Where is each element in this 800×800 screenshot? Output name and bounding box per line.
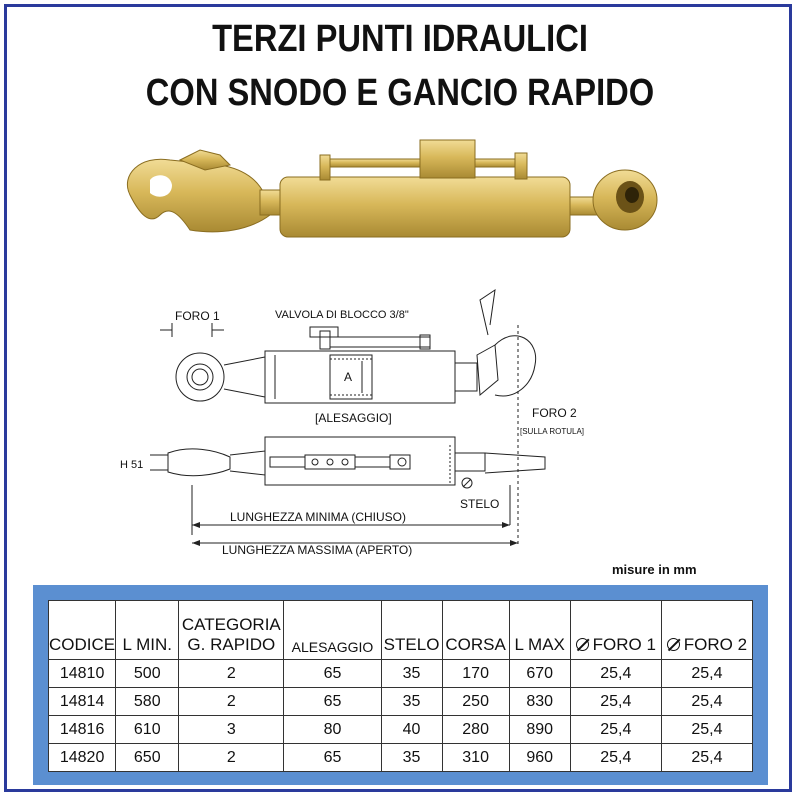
cell-lmin: 580 [116,688,179,716]
cell-codice: 14820 [49,744,116,772]
foro1-label: FORO 1 [175,309,220,323]
table-row [49,716,753,744]
lunghezza-massima-label: LUNGHEZZA MASSIMA (APERTO) [222,543,413,557]
spec-table-panel [33,585,768,785]
cell-categoria: 3 [179,716,284,744]
cell-stelo: 35 [381,688,442,716]
cell-lmin: 650 [116,744,179,772]
stelo-label: STELO [460,497,500,511]
col-foro2 [661,601,752,660]
table-row [49,744,753,772]
col-categoria [179,601,284,660]
table-row [49,688,753,716]
col-alesaggio: ALESAGGIO [284,601,381,660]
technical-diagram [120,285,640,560]
hook-shape [127,159,270,232]
table-row [49,660,753,688]
cell-alesaggio: 80 [284,716,381,744]
table-header-row [49,601,753,660]
h51-label: H 51 [120,459,144,471]
col-lmin: L MIN. [116,601,179,660]
cell-foro2: 25,4 [661,744,752,772]
cell-codice: 14814 [49,688,116,716]
valve-block [420,140,475,178]
cell-codice: 14816 [49,716,116,744]
sulla-rotula-label: [SULLA ROTULA] [520,427,585,436]
cell-foro2: 25,4 [661,716,752,744]
foro2-label: FORO 2 [532,406,577,420]
cell-foro2: 25,4 [661,660,752,688]
cell-corsa: 250 [442,688,509,716]
col-foro1 [570,601,661,660]
col-foro1-label: FORO 1 [592,635,656,654]
lunghezza-minima-label: LUNGHEZZA MINIMA (CHIUSO) [230,510,407,524]
page-title-line1: TERZI PUNTI IDRAULICI [212,18,588,60]
cell-lmax: 830 [509,688,570,716]
cell-lmax: 960 [509,744,570,772]
col-codice: CODICE [49,601,116,660]
page-title-line2: CON SNODO E GANCIO RAPIDO [145,72,655,114]
valvola-label: VALVOLA DI BLOCCO 3/8" [275,309,409,321]
col-categoria-line1: CATEGORIA [181,615,281,634]
cell-alesaggio: 65 [284,660,381,688]
cell-lmax: 670 [509,660,570,688]
cell-foro1: 25,4 [570,744,661,772]
a-label: A [344,370,353,384]
units-note: misure in mm [612,562,697,577]
cell-categoria: 2 [179,660,284,688]
cell-corsa: 310 [442,744,509,772]
cell-lmax: 890 [509,716,570,744]
col-foro2-label: FORO 2 [683,635,748,654]
diameter-icon [667,638,680,651]
cell-stelo: 35 [381,744,442,772]
product-illustration [110,135,670,265]
diagram-cylinder-bottom [265,437,455,485]
cell-corsa: 170 [442,660,509,688]
col-categoria-line2: G. RAPIDO [187,635,276,654]
diameter-icon [576,638,589,651]
cell-categoria: 2 [179,744,284,772]
cell-lmin: 500 [116,660,179,688]
foro1-eye [176,353,224,401]
col-lmax: L MAX [509,601,570,660]
cell-categoria: 2 [179,688,284,716]
cylinder-body [280,177,570,237]
col-stelo: STELO [381,601,442,660]
cell-foro1: 25,4 [570,688,661,716]
cell-foro1: 25,4 [570,716,661,744]
cell-alesaggio: 65 [284,744,381,772]
cell-codice: 14810 [49,660,116,688]
cell-stelo: 40 [381,716,442,744]
cell-lmin: 610 [116,716,179,744]
col-corsa: CORSA [442,601,509,660]
alesaggio-label: [ALESAGGIO] [315,411,392,425]
spec-table [48,600,753,772]
cell-alesaggio: 65 [284,688,381,716]
cell-stelo: 35 [381,660,442,688]
cell-corsa: 280 [442,716,509,744]
cell-foro1: 25,4 [570,660,661,688]
cell-foro2: 25,4 [661,688,752,716]
